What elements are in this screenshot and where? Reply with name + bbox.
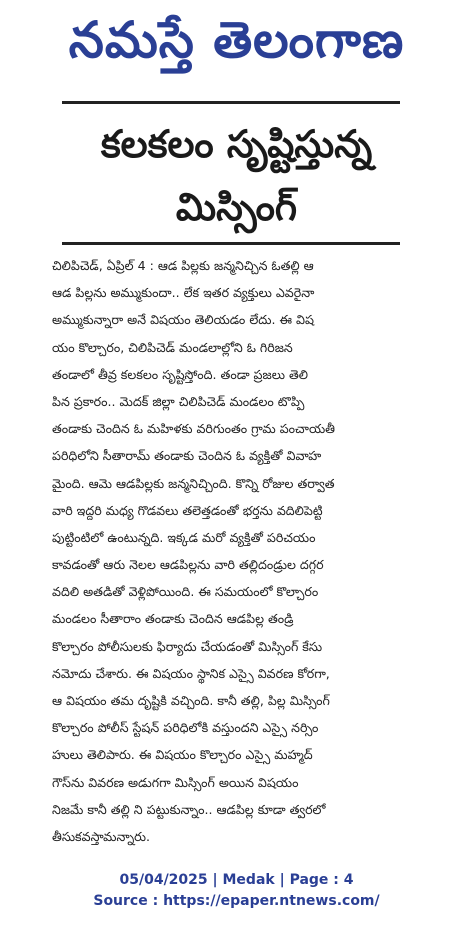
- headline-top-rule: [62, 101, 400, 104]
- article-line: నిజమే కానీ తల్లి ని పట్టుకున్నాం.. ఆడపిల్ల కూడా త్వరలో: [52, 801, 326, 817]
- article-line: తండాకు చెందిన ఓ మహిళకు వరిగుంతం గ్రామ పంచాయతీ: [52, 421, 335, 437]
- article-line: అమ్ముకున్నారా అనే విషయం తెలియడం లేదు. ఈ విష: [52, 312, 314, 328]
- article-line: పుట్టింటిలో ఉంటున్నది. ఇక్కడ మరో వ్యక్తితో పరిచయం: [52, 529, 316, 545]
- article-line: కావడంతో ఆరు నెలల ఆడపిల్లను వారి తల్లిదండ్రుల దగ్గర: [52, 557, 324, 573]
- article-line: యం కొల్చారం, చిలిపిచెడ్ మండలాల్లోని ఓ గిరిజన: [52, 339, 293, 355]
- article-line: ఆ విషయం తమ దృష్టికి వచ్చింది. కానీ తల్లి, పిల్ల మిస్సింగ్: [52, 693, 330, 708]
- headline-bottom-rule: [62, 242, 400, 245]
- article-line: కొల్చారం పోలీస్ స్టేషన్ పరిధిలోకి వస్తుందని ఎస్సై నర్సిం: [52, 720, 319, 736]
- article-line: తండాలో తీవ్ర కలకలం సృష్టిస్తోంది. తండా ప్రజలు తెలి: [52, 366, 309, 382]
- article-line: మండలం సీతారాం తండాకు చెందిన ఆడపిల్ల తండ్రి: [52, 611, 294, 627]
- footer-source-link[interactable]: Source : https://epaper.ntnews.com/: [93, 893, 380, 909]
- headline-line-2: మిస్సింగ్: [175, 185, 298, 229]
- article-line: చిలిపిచెడ్, ఏప్రిల్ 4 : ఆడ పిల్లకు జన్మనిచ్చిన ఓతల్లి ఆ: [52, 258, 314, 273]
- article-line: పిన ప్రకారం.. మెదక్ జిల్లా చిలిపిచెడ్ మండలం టొప్పి: [52, 393, 305, 409]
- article-line: గౌస్‌ను వివరణ అడుగగా మిస్సింగ్ అయిన విషయం: [52, 774, 299, 790]
- newspaper-logo: నమస్తే తెలంగాణ: [68, 11, 405, 69]
- article-line: హులు తెలిపారు. ఈ విషయం కొల్చారం ఎస్సై మహ్మద్: [52, 747, 313, 763]
- article-line: వదిలి అతడితో వెళ్లిపోయింది. ఈ సమయంలో కొల్చారం: [52, 584, 319, 600]
- article-line: మైంది. ఆమె ఆడపిల్లకు జన్మనిచ్చింది. కొన్ని రోజుల తర్వాత: [52, 475, 335, 491]
- article-line: వారి ఇద్దరి మధ్య గొడవలు తలెత్తడంతో భర్తను వదిలిపెట్టి: [52, 502, 323, 518]
- article-line: కొల్చారం పోలీసులకు ఫిర్యాదు చేయడంతో మిస్సింగ్ కేసు: [52, 638, 323, 654]
- footer-date-edition-page: 05/04/2025 | Medak | Page : 4: [119, 872, 354, 888]
- article-body: [52, 252, 442, 850]
- article-line: నమోదు చేశారు. ఈ విషయం స్థానిక ఎస్సై వివరణ కోరగా,: [52, 665, 330, 681]
- article-line: తీసుకవస్తామన్నారు.: [52, 828, 151, 844]
- masthead: [0, 8, 473, 72]
- article-line: పరిధిలోని సీతారామ్ తండాకు చెందిన ఓ వ్యక్తితో వివాహ: [52, 448, 322, 464]
- article-line: ఆడ పిల్లను అమ్ముకుందా.. లేక ఇతర వ్యక్తులు ఎవరైనా: [52, 285, 315, 301]
- headline-line-1: కలకలం సృష్టిస్తున్న: [100, 122, 373, 166]
